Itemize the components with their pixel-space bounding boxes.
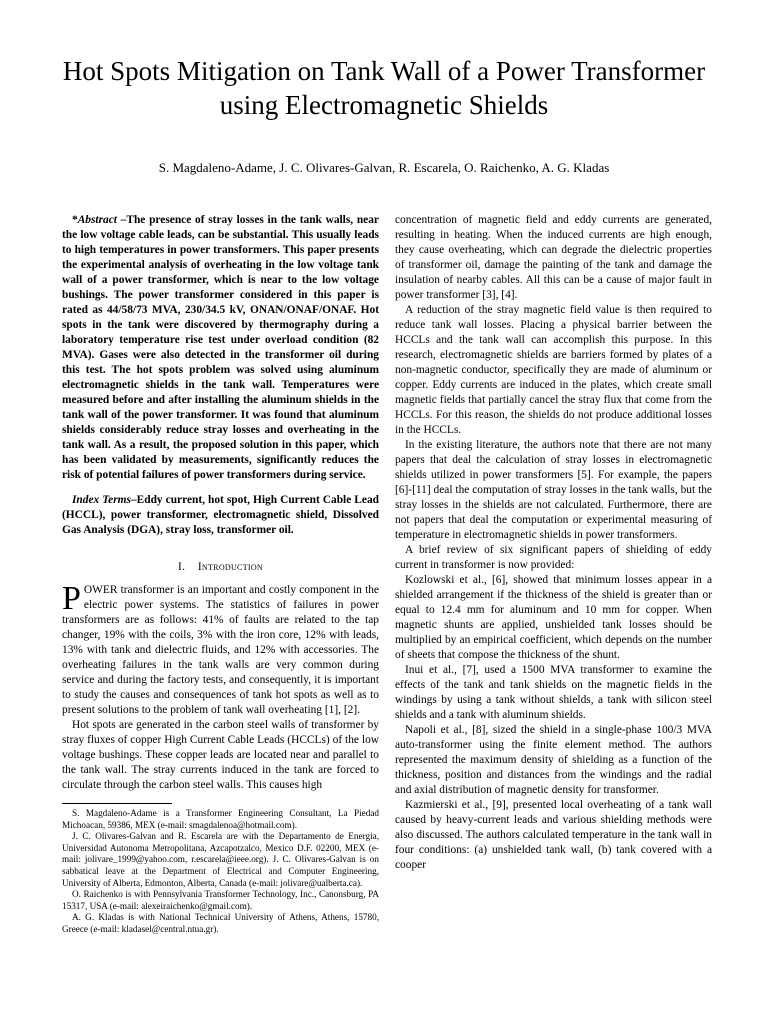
section-number: I. — [177, 561, 186, 573]
section-heading-introduction — [62, 560, 379, 575]
abstract-text: –The presence of stray losses in the tank walls, near the low voltage cable leads, can be substantial. This usually leads to high temperatures in power transformers. This paper presents the experimental analysis of overheating in the low voltage tank wall of a power transformer, which is near to the low voltage bushings. The power transformer considered in this paper is rated as 44/58/73 MVA, 230/34.5 kV, ONAN/ONAF/ONAF. Hot spots in the tank were discovered by thermography during a laboratory temperature rise test under overload condition (82 MVA). Gases were also detected in the transformer oil during this test. The hot spots problem was solved using aluminum electromagnetic shields in the tank wall. Temperatures were measured before and after installing the aluminum shields in the tank wall of the power transformer. It was found that aluminum shields considerably reduce stray losses and overheating in the tank wall. As a result, the proposed solution in this paper, which has been validated by measurements, significantly reduces the risk of potential failures of power transformers during service. — [62, 214, 379, 481]
intro-paragraph-3: concentration of magnetic field and eddy currents are generated, resulting in heating. When the induced currents are high enough, they cause overheating, which can degrade the dielectric properties of transformer oil, damage the painting of the tank and damage the insulation of nearby cables. All this can be a cause of major fault in power transformer [3], [4]. — [395, 214, 712, 301]
index-terms-text: –Eddy current, hot spot, High Current Cable Lead (HCCL), power transformer, electromagnetic shield, Dissolved Gas Analysis (DGA), stray loss, transformer oil. — [62, 494, 379, 536]
intro-paragraph-9: Napoli et al., [8], sized the shield in a single-phase 100/3 MVA auto-transformer using the finite element method. The authors represented the maximum density of shielding as a function of the thickness, position and distances from the windings and the radial and axial distribution of magnetic density for transformer. — [395, 724, 712, 796]
abstract — [62, 213, 379, 483]
intro-paragraph-6: A brief review of six significant papers of shielding of eddy current in transformer is now provided: — [395, 544, 712, 571]
section-title: Introduction — [197, 561, 263, 573]
footnote-author-4: A. G. Kladas is with National Technical University of Athens, Athens, 15780, Greece (e-mail: kladasel@central.ntua.gr). — [62, 912, 379, 934]
intro-paragraph-1 — [62, 580, 379, 718]
footnote-author-2: J. C. Olivares-Galvan and R. Escarela are with the Departamento de Energia, Universidad Autonoma Metropolitana, Azcapotzalco, Mexico D.F. 02200, MEX (e-mail: jolivare_1999@yahoo.com, r.escarela@ieee.org). J. C. Olivares-Galvan is on sabbatical leave at the Department of Electrical and Computer Engineering, University of Alberta, Edmonton, Alberta, Canada (e-mail: jolivare@ualberta.ca). — [62, 831, 379, 888]
author-list: S. Magdaleno-Adame, J. C. Olivares-Galvan, R. Escarela, O. Raichenko, A. G. Kladas — [158, 160, 610, 175]
intro-paragraph-2: Hot spots are generated in the carbon steel walls of transformer by stray fluxes of copper High Current Cable Leads (HCCLs) of the low voltage bushings. These copper leads are located near and parallel to the tank wall. The stray currents induced in the tank are forced to circulate through the carbon steel walls. This causes high — [62, 719, 379, 791]
index-terms — [62, 493, 379, 538]
abstract-label: Abstract — [77, 214, 117, 226]
footnotes — [62, 808, 379, 936]
index-terms-label: Index Terms — [72, 494, 131, 506]
intro-paragraph-5: In the existing literature, the authors note that there are not many papers that deal the calculation of stray losses in electromagnetic shields utilized in power transformers [5]. For example, the papers [6]-[11] deal the computation of stray losses in the tank walls, but the stray losses in the shields are not calculated. Furthermore, there are not papers that deal the computation or experimental measuring of temperature in electromagnetic shields in power transformers. — [395, 439, 712, 541]
intro-paragraph-10: Kazmierski et al., [9], presented local overheating of a tank wall caused by heavy-current leads and various shielding methods were also discussed. The authors calculated temperature in the tank wall in four conditions: (a) unshielded tank wall, (b) tank covered with a cooper — [395, 799, 712, 871]
drop-cap: P — [62, 580, 81, 617]
footnote-author-3: O. Raichenko is with Pennsylvania Transformer Technology, Inc., Canonsburg, PA 15317, USA (e-mail: alexeiraichenko@gmail.com). — [62, 889, 379, 911]
paper-title: Hot Spots Mitigation on Tank Wall of a Power Transformer using Electromagnetic Shields — [62, 56, 706, 120]
intro-paragraph-8: Inui et al., [7], used a 1500 MVA transformer to examine the effects of the tank and tank shields on the magnetic fields in the windings by using a tank without shields, a tank with silicon steel shields and a tank with aluminum shields. — [395, 664, 712, 721]
intro-paragraph-7: Kozlowski et al., [6], showed that minimum losses appear in a shielded arrangement if the thickness of the shield is greater than or equal to 12.4 mm for aluminum and 10 mm for copper. When magnetic shunts are applied, unshielded tank losses should be multiplied by an empirical coefficient, which depends on the number of sheets that compose the thickness of the shunt. — [395, 574, 712, 661]
left-column — [62, 213, 379, 936]
intro-paragraph-1-text: OWER transformer is an important and costly component in the electric power systems. The statistics of failures in power transformers are as follows: 41% of faults are related to the tap changer, 19% with the coils, 3% with the iron core, 12% with leads, 13% with tank and dielectric fluids, and 12% with accessories. The overheating failures in the tank walls are very common during service and during the factory tests, and consequently, it is important to study the causes and consequences of tank hot spots as well as to present solutions to the problem of tank wall overheating [1], [2]. — [62, 584, 379, 716]
intro-paragraph-4: A reduction of the stray magnetic field value is then required to reduce tank wall losses. Placing a physical barrier between the HCCLs and the tank wall can accomplish this purpose. In this research, electromagnetic shields are barriers formed by plates of a non-magnetic conductor, specifically they are made of aluminum or copper. Eddy currents are induced in the plates, which create small magnetic fields that partially cancel the stray flux that come from the HCCLs. For this reason, the shields do not produce additional losses in the HCCLs. — [395, 304, 712, 436]
footnote-divider — [62, 803, 172, 804]
footnote-author-1: S. Magdaleno-Adame is a Transformer Engineering Consultant, La Piedad Michoacan, 59386, MEX (e-mail: smagdalenoa@hotmail.com). — [62, 808, 379, 830]
abstract-marker: * — [72, 214, 78, 226]
right-column — [395, 213, 712, 873]
